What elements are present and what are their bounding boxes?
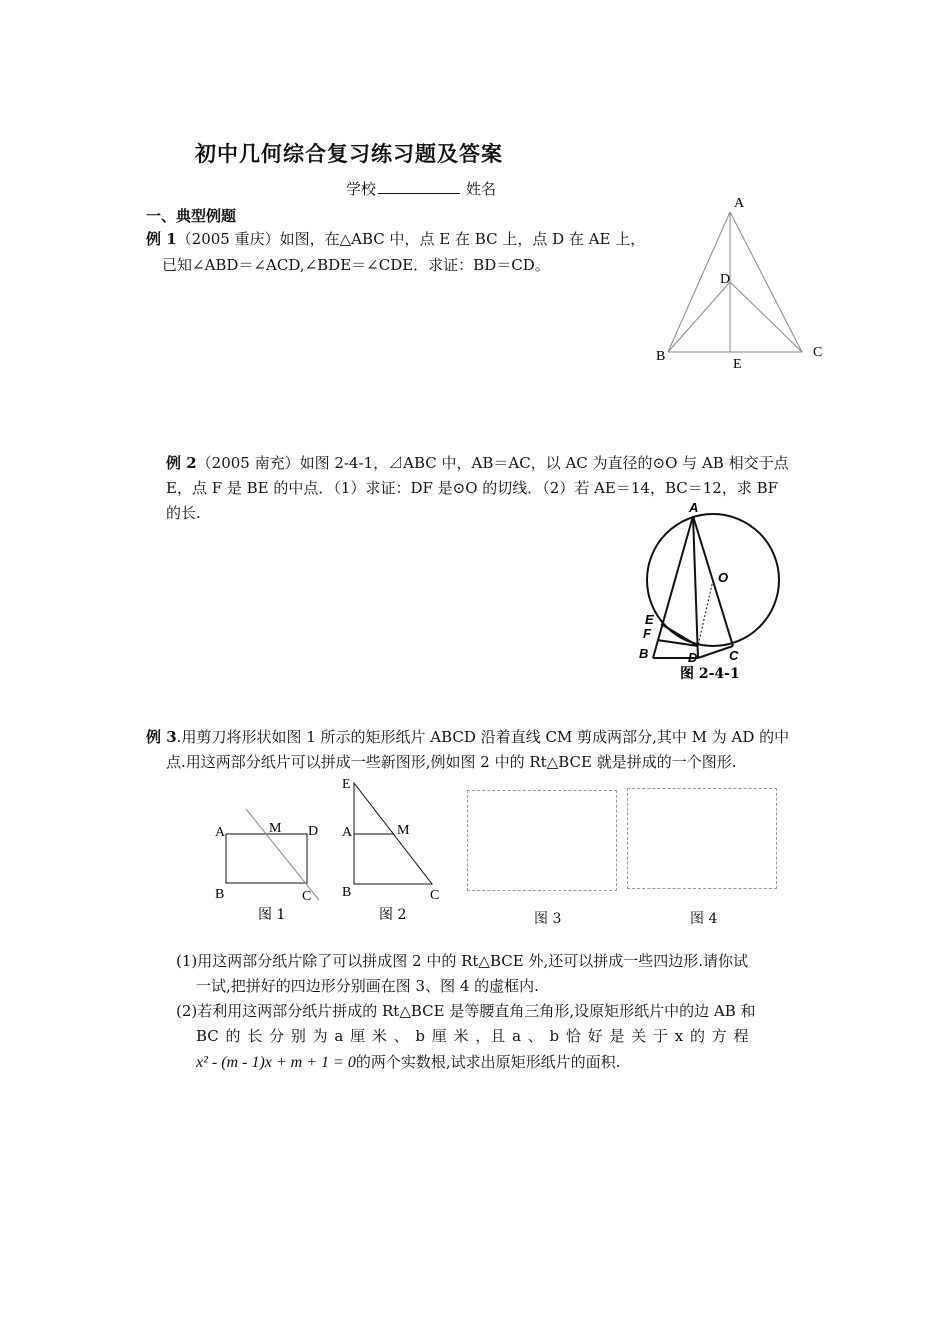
ex1-prefix: 例 1 bbox=[146, 230, 177, 248]
fig4-dashed-box[interactable] bbox=[627, 788, 777, 889]
label-C: C bbox=[430, 888, 440, 903]
ex2-line1 bbox=[166, 452, 789, 475]
page-title: 初中几何综合复习练习题及答案 bbox=[195, 141, 503, 166]
school-blank[interactable] bbox=[378, 179, 460, 194]
ex2-text1: （2005 南充）如图 2-4-1，⊿ABC 中，AB＝AC，以 AC 为直径的⊙O 与 AB 相交于点 bbox=[196, 454, 789, 472]
label-M: M bbox=[269, 821, 282, 836]
ex2-line2: E，点 F 是 BE 的中点．（1）求证：DF 是⊙O 的切线．（2）若 AE＝14，BC＝12，求 BF bbox=[166, 479, 779, 497]
line-AB bbox=[653, 516, 693, 658]
ex3-line2: 点.用这两部分纸片可以拼成一些新图形,例如图 2 中的 Rt△BCE 就是拼成的一个图形. bbox=[166, 753, 737, 771]
label-D: D bbox=[720, 272, 731, 287]
ex3-line1 bbox=[146, 726, 789, 749]
label-A: A bbox=[689, 500, 699, 515]
fig4-caption: 图 4 bbox=[690, 911, 718, 927]
school-label: 学校 bbox=[346, 180, 377, 198]
label-F: F bbox=[643, 626, 651, 641]
line-BD bbox=[668, 282, 730, 352]
fig3-caption: 图 3 bbox=[534, 911, 562, 927]
ex2-figure bbox=[635, 500, 795, 690]
ex3-text1: .用剪刀将形状如图 1 所示的矩形纸片 ABCD 沿着直线 CM 剪成两部分,其中 M 为 AD 的中 bbox=[176, 728, 790, 746]
ex1-line2: 已知∠ABD＝∠ACD,∠BDE＝∠CDE．求证：BD＝CD。 bbox=[162, 256, 550, 274]
ex2-line3: 的长. bbox=[166, 504, 201, 522]
label-A: A bbox=[734, 196, 745, 211]
ex3-q2-line2: BC 的 长 分 别 为 a 厘 米 、 b 厘 米 ，且 a 、 b 恰 好 是 关 于 x 的 方 程 bbox=[196, 1027, 749, 1045]
section-heading: 一、典型例题 bbox=[146, 207, 237, 225]
ex1-text1: （2005 重庆）如图，在△ABC 中，点 E 在 BC 上，点 D 在 AE 上， bbox=[176, 230, 646, 248]
ex2-prefix: 例 2 bbox=[166, 454, 197, 472]
equation: x² - (m - 1)x + m + 1 = 0 bbox=[196, 1054, 356, 1071]
ex3-fig1 bbox=[205, 800, 330, 930]
label-E: E bbox=[342, 777, 351, 792]
label-A: A bbox=[215, 825, 226, 840]
line-OD bbox=[698, 580, 713, 646]
school-name-line bbox=[346, 178, 496, 199]
ex1-figure bbox=[650, 190, 840, 380]
line-CD bbox=[730, 282, 802, 352]
label-E: E bbox=[733, 357, 742, 372]
label-B: B bbox=[342, 885, 352, 900]
ex3-fig2 bbox=[335, 772, 450, 932]
fig3-dashed-box[interactable] bbox=[467, 790, 617, 891]
fig1-caption: 图 1 bbox=[258, 907, 286, 923]
line-AD bbox=[693, 516, 698, 658]
label-D: D bbox=[688, 650, 698, 665]
label-B: B bbox=[656, 349, 666, 364]
label-B: B bbox=[639, 646, 649, 661]
label-C: C bbox=[813, 345, 823, 360]
name-label: 姓名 bbox=[466, 180, 497, 198]
ex3-q2-line3 bbox=[196, 1051, 620, 1074]
label-E: E bbox=[645, 612, 654, 627]
line-AC bbox=[730, 212, 802, 352]
ex1-line1 bbox=[146, 228, 645, 251]
cut-line-CM bbox=[246, 809, 319, 900]
rectangle-ABCD bbox=[226, 834, 307, 883]
ex3-q1-line1: (1)用这两部分纸片除了可以拼成图 2 中的 Rt△BCE 外,还可以拼成一些四边形.请你试 bbox=[176, 952, 748, 970]
label-D: D bbox=[308, 824, 319, 839]
ex3-q2-line1: (2)若利用这两部分纸片拼成的 Rt△BCE 是等腰直角三角形,设原矩形纸片中的边 AB 和 bbox=[176, 1002, 756, 1020]
line-DC bbox=[698, 646, 733, 658]
label-B: B bbox=[215, 887, 225, 902]
ex3-q2-text3: 的两个实数根,试求出原矩形纸片的面积. bbox=[355, 1053, 621, 1071]
label-A: A bbox=[342, 825, 353, 840]
ex3-q1-line2: 一试,把拼好的四边形分别画在图 3、图 4 的虚框内. bbox=[196, 977, 539, 995]
label-M: M bbox=[397, 823, 410, 838]
label-C: C bbox=[729, 648, 739, 663]
ex2-caption: 图 2-4-1 bbox=[680, 666, 740, 682]
label-C: C bbox=[302, 889, 312, 904]
ex3-prefix: 例 3 bbox=[146, 728, 177, 746]
fig2-caption: 图 2 bbox=[379, 907, 407, 923]
label-O: O bbox=[718, 570, 729, 585]
